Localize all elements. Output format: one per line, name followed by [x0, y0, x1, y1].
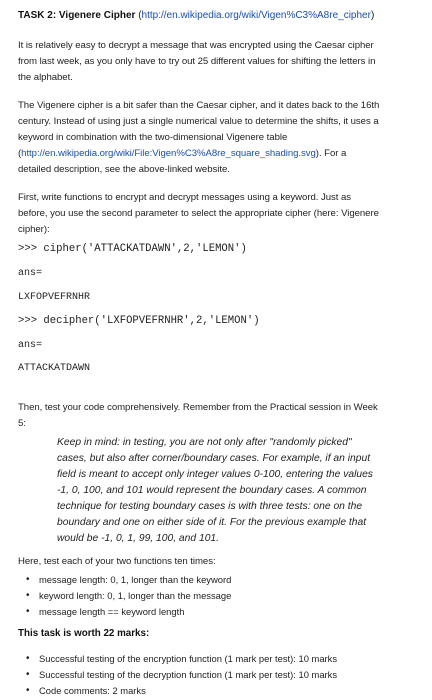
- para3-line3: cipher):: [18, 224, 50, 235]
- bullet-icon: •: [26, 574, 30, 585]
- quote-line5: technique for testing boundary cases is with three tests: one on the: [57, 501, 363, 512]
- quote-line7: would be -1, 0, 1, 99, 100, and 101.: [57, 533, 220, 544]
- para4-line2: 5:: [18, 418, 26, 429]
- paren-open: (: [18, 148, 22, 159]
- para2-line3: keyword in combination with the two-dimensional Vigenere table: [18, 132, 288, 143]
- code-output-2: ATTACKATDAWN: [18, 363, 91, 374]
- quote-line6: boundary and one on either side of it. For the previous example that: [57, 517, 367, 528]
- quote-line2: cases, but also after corner/boundary cases. For example, if an input: [57, 453, 371, 464]
- marks-title: This task is worth 22 marks:: [18, 628, 150, 639]
- test-item-3: message length == keyword length: [39, 606, 185, 617]
- quote-line3: field is meant to accept only integer values 0-100, entering the values: [57, 469, 373, 480]
- para2-line4: [18, 146, 346, 162]
- paren-close: ): [370, 10, 375, 21]
- task-title: [18, 8, 374, 24]
- para1-line1: It is relatively easy to decrypt a message that was encrypted using the Caesar cipher: [18, 40, 374, 51]
- para1-line2: from last week, as you only have to try out 25 different values for shifting the letters in: [18, 56, 376, 67]
- marks-item-3: Code comments: 2 marks: [39, 685, 146, 696]
- bullet-icon: •: [26, 653, 30, 664]
- test-item-2: keyword length: 0, 1, longer than the message: [39, 590, 232, 601]
- code-output-1: LXFOPVEFRNHR: [18, 292, 91, 303]
- task-title-label: TASK 2: Vigenere Cipher: [18, 10, 136, 21]
- marks-item-2: Successful testing of the decryption function (1 mark per test): 10 marks: [39, 669, 338, 680]
- code-ans-label-1: ans=: [18, 268, 43, 279]
- bullet-icon: •: [26, 606, 30, 617]
- code-ans-label-2: ans=: [18, 340, 43, 351]
- paren-close-for: ). For a: [315, 148, 347, 159]
- para2-line1: The Vigenere cipher is a bit safer than the Caesar cipher, and it dates back to the 16th: [18, 100, 380, 111]
- bullet-icon: •: [26, 590, 30, 601]
- para3-line1: First, write functions to encrypt and decrypt messages using a keyword. Just as: [18, 192, 352, 203]
- test-item-1: message length: 0, 1, longer than the keyword: [39, 574, 232, 585]
- bullet-icon: •: [26, 685, 30, 696]
- vigenere-square-link[interactable]: http://en.wikipedia.org/wiki/File:Vigen%C3%A8re_square_shading.svg: [21, 148, 316, 159]
- para3-line2: before, you use the second parameter to select the appropriate cipher (here: Vigenere: [18, 208, 379, 219]
- para1-line3: the alphabet.: [18, 72, 73, 83]
- para5: Here, test each of your two functions ten times:: [18, 556, 216, 567]
- para2-line2: century. Instead of using just a single numerical value to determine the shifts, it uses a: [18, 116, 379, 127]
- quote-line1: Keep in mind: in testing, you are not only after "randomly picked": [57, 437, 352, 448]
- marks-item-1: Successful testing of the encryption function (1 mark per test): 10 marks: [39, 653, 338, 664]
- vigenere-cipher-link[interactable]: http://en.wikipedia.org/wiki/Vigen%C3%A8re_cipher: [141, 10, 371, 21]
- para4-line1: Then, test your code comprehensively. Remember from the Practical session in Week: [18, 402, 378, 413]
- para2-line5: detailed description, see the above-linked website.: [18, 164, 230, 175]
- quote-line4: -1, 0, 100, and 101 would represent the boundary cases. A common: [57, 485, 367, 496]
- code-cmd-decipher: >>> decipher('LXFOPVEFRNHR',2,'LEMON'): [18, 315, 260, 327]
- paren-open: (: [135, 10, 142, 21]
- bullet-icon: •: [26, 669, 30, 680]
- code-cmd-cipher: >>> cipher('ATTACKATDAWN',2,'LEMON'): [18, 243, 247, 255]
